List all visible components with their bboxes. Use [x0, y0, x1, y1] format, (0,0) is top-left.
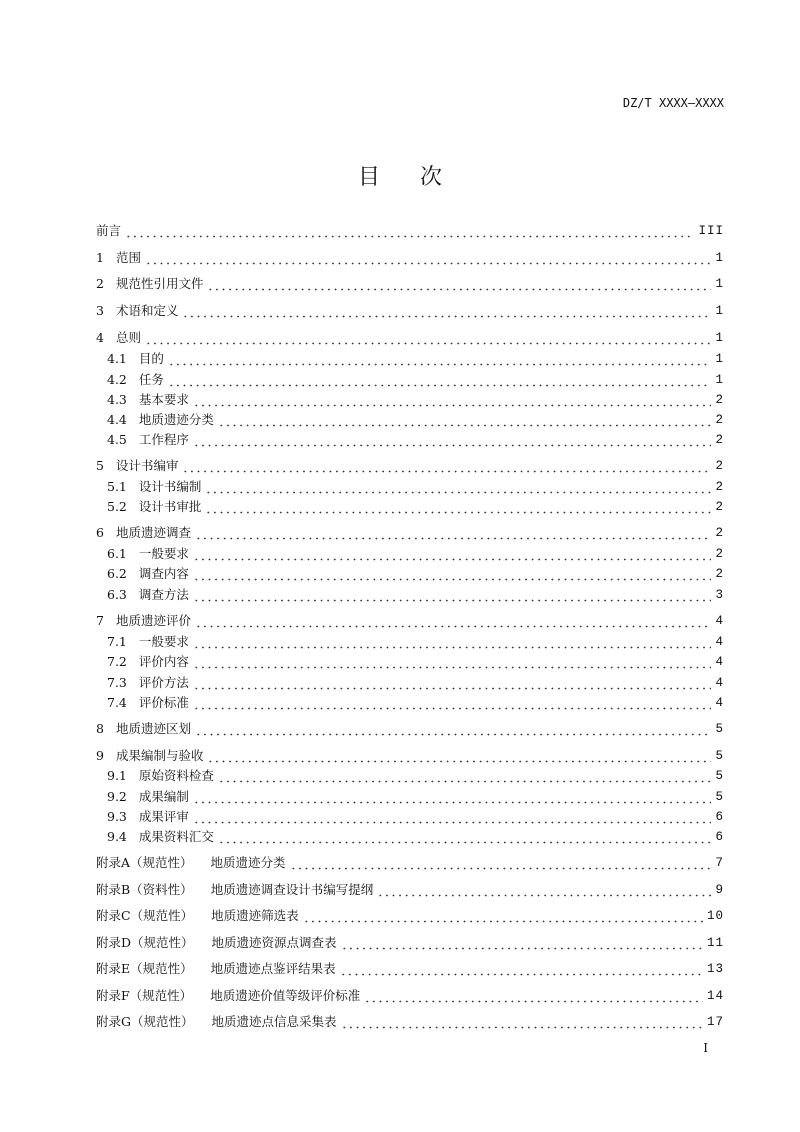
toc-entry-number: 4.1 — [107, 351, 127, 366]
toc-entry-label: 地质遗迹调查 — [115, 525, 191, 540]
toc-entry[interactable] — [96, 721, 724, 737]
toc-entry-number: 7.2 — [107, 654, 127, 669]
toc-entry[interactable] — [107, 499, 724, 515]
toc-entry-page: 2 — [715, 526, 724, 540]
toc-entry-label: 术语和定义 — [115, 303, 179, 318]
dot-leader — [145, 250, 712, 266]
toc-entry[interactable] — [107, 829, 724, 845]
toc-entry[interactable] — [107, 789, 724, 805]
toc-entry-number: 9.4 — [107, 829, 127, 844]
toc-entry-number: 2 — [96, 276, 104, 291]
dot-leader — [182, 303, 711, 319]
toc-entry[interactable] — [96, 303, 724, 319]
dot-leader — [193, 634, 712, 650]
dot-leader — [195, 721, 712, 737]
toc-entry-number: 5.2 — [107, 499, 127, 514]
toc-entry-page: 5 — [715, 722, 724, 736]
toc-entry-page: 5 — [715, 790, 724, 804]
toc-entry-number: 9.3 — [107, 809, 127, 824]
toc-entry-label: 评价标准 — [138, 695, 189, 710]
toc-entry-number: 1 — [96, 250, 104, 265]
dot-leader — [193, 546, 712, 562]
toc-entry-page: 4 — [715, 614, 724, 628]
dot-leader — [340, 961, 703, 977]
toc-entry-number: 6.1 — [107, 546, 127, 561]
dot-leader — [218, 412, 712, 428]
toc-entry-page: 11 — [706, 936, 724, 950]
dot-leader — [193, 789, 712, 805]
toc-entry[interactable] — [96, 988, 724, 1004]
toc-entry-label: 范围 — [115, 250, 141, 265]
toc-entry-number: 4.2 — [107, 372, 127, 387]
toc-entry-page: III — [698, 224, 724, 238]
toc-entry-page: 4 — [715, 676, 724, 690]
toc-entry-number: 9 — [96, 748, 104, 763]
toc-entry-number: 4.5 — [107, 432, 127, 447]
toc-entry-page: 4 — [715, 696, 724, 710]
toc-entry-number: 3 — [96, 303, 104, 318]
toc-entry[interactable] — [107, 809, 724, 825]
toc-entry[interactable] — [96, 613, 724, 629]
toc-entry[interactable] — [107, 479, 724, 495]
toc-entry[interactable] — [96, 276, 724, 292]
toc-entry-page: 1 — [715, 373, 724, 387]
toc-entry[interactable] — [96, 855, 724, 871]
toc-entry-number: 4.4 — [107, 412, 127, 427]
toc-entry-number: 4.3 — [107, 392, 127, 407]
dot-leader — [290, 855, 712, 871]
toc-entry-label: 地质遗迹评价 — [115, 613, 191, 628]
toc-entry-page: 4 — [715, 635, 724, 649]
toc-entry-number: 附录B（资料性） — [96, 882, 193, 897]
toc-entry-page: 6 — [715, 810, 724, 824]
toc-entry-number: 7 — [96, 613, 104, 628]
toc-entry[interactable] — [96, 458, 724, 474]
toc-entry-label: 调查内容 — [138, 566, 189, 581]
dot-leader — [218, 768, 712, 784]
dot-leader — [193, 654, 712, 670]
toc-entry-number: 附录A（规范性） — [96, 855, 193, 870]
toc-entry-page: 2 — [715, 567, 724, 581]
toc-entry-page: 1 — [715, 277, 724, 291]
dot-leader — [193, 566, 712, 582]
toc-entry-page: 2 — [715, 500, 724, 514]
toc-entry-label: 成果评审 — [138, 809, 189, 824]
dot-leader — [193, 392, 712, 408]
page-title: 目次 — [357, 165, 482, 190]
toc-entry[interactable] — [107, 412, 724, 428]
dot-leader — [205, 479, 711, 495]
toc-entry-page: 1 — [715, 304, 724, 318]
toc-entry-page: 2 — [715, 547, 724, 561]
toc-entry-label: 地质遗迹区划 — [115, 721, 191, 736]
toc-entry-label: 设计书审批 — [138, 499, 202, 514]
toc-entry-number: 8 — [96, 721, 104, 736]
toc-entry-label: 目的 — [138, 351, 164, 366]
toc-entry-label: 地质遗迹点鉴评结果表 — [210, 961, 336, 976]
toc-entry-number: 附录E（规范性） — [96, 961, 193, 976]
dot-leader — [341, 1014, 703, 1030]
dot-leader — [145, 330, 712, 346]
toc-entry-page: 5 — [715, 769, 724, 783]
toc-entry-number: 附录D（规范性） — [96, 935, 194, 950]
toc-entry-page: 1 — [715, 352, 724, 366]
dot-leader — [207, 748, 711, 764]
toc-entry-number: 7.3 — [107, 675, 127, 690]
dot-leader — [193, 432, 712, 448]
toc-entry-label: 地质遗迹点信息采集表 — [211, 1014, 337, 1029]
toc-entry-label: 地质遗迹分类 — [210, 855, 286, 870]
toc-entry[interactable] — [107, 587, 724, 603]
toc-entry[interactable] — [96, 935, 724, 951]
toc-entry-label: 评价内容 — [138, 654, 189, 669]
dot-leader — [218, 829, 712, 845]
dot-leader — [193, 695, 712, 711]
dot-leader — [341, 935, 703, 951]
toc-entry-number: 5 — [96, 458, 104, 473]
toc-entry-page: 2 — [715, 393, 724, 407]
toc-entry-label: 前言 — [96, 223, 122, 238]
toc-entry-page: 17 — [706, 1015, 724, 1029]
toc-entry-page: 1 — [715, 251, 724, 265]
toc-entry[interactable] — [96, 882, 724, 898]
standard-code: DZ/T XXXX—XXXX — [622, 96, 724, 110]
dot-leader — [207, 276, 711, 292]
toc-entry-number: 附录G（规范性） — [96, 1014, 194, 1029]
dot-leader — [195, 525, 712, 541]
toc-entry-label: 总则 — [115, 330, 141, 345]
toc-entry-label: 一般要求 — [138, 546, 189, 561]
toc-entry[interactable] — [96, 961, 724, 977]
toc-entry-page: 2 — [715, 413, 724, 427]
toc-entry-label: 地质遗迹资源点调查表 — [211, 935, 337, 950]
toc-entry-number: 附录F（规范性） — [96, 988, 193, 1003]
toc-entry[interactable] — [96, 908, 724, 924]
toc-entry[interactable] — [107, 432, 724, 448]
toc-entry[interactable] — [96, 250, 724, 266]
toc-entry-number: 7.1 — [107, 634, 127, 649]
toc-entry-number: 附录C（规范性） — [96, 908, 194, 923]
toc-entry-page: 9 — [715, 883, 724, 897]
toc-entry[interactable] — [96, 1014, 724, 1030]
toc-entry-page: 4 — [715, 655, 724, 669]
toc-entry-label: 成果资料汇交 — [138, 829, 214, 844]
toc-entry[interactable] — [107, 768, 724, 784]
toc-entry-label: 地质遗迹筛选表 — [211, 908, 299, 923]
dot-leader — [195, 613, 712, 629]
toc-entry-label: 基本要求 — [138, 392, 189, 407]
dot-leader — [125, 223, 694, 239]
dot-leader — [193, 809, 712, 825]
toc-entry[interactable] — [107, 566, 724, 582]
toc-entry-number: 6 — [96, 525, 104, 540]
toc-entry-page: 5 — [715, 749, 724, 763]
toc-entry-label: 工作程序 — [138, 432, 189, 447]
toc-entry-label: 地质遗迹调查设计书编写提纲 — [210, 882, 374, 897]
toc-entry-label: 成果编制与验收 — [115, 748, 204, 763]
toc-entry-page: 14 — [706, 989, 724, 1003]
toc-entry-label: 地质遗迹分类 — [138, 412, 214, 427]
toc-entry-label: 任务 — [138, 372, 164, 387]
toc-entry-label: 评价方法 — [138, 675, 189, 690]
dot-leader — [377, 882, 711, 898]
toc-entry-label: 规范性引用文件 — [115, 276, 204, 291]
toc-entry-number: 5.1 — [107, 479, 127, 494]
toc-entry-label: 成果编制 — [138, 789, 189, 804]
toc-entry[interactable] — [96, 330, 724, 346]
toc-entry-page: 2 — [715, 480, 724, 494]
toc-entry-number: 6.2 — [107, 566, 127, 581]
toc-entry-label: 原始资料检查 — [138, 768, 214, 783]
toc-entry-label: 地质遗迹价值等级评价标准 — [210, 988, 361, 1003]
dot-leader — [182, 458, 711, 474]
toc-entry-page: 3 — [715, 588, 724, 602]
toc-entry[interactable] — [107, 392, 724, 408]
toc-entry[interactable] — [96, 525, 724, 541]
toc-entry-label: 设计书编审 — [115, 458, 179, 473]
toc-entry-label: 调查方法 — [138, 587, 189, 602]
toc-entry-page: 10 — [706, 909, 724, 923]
toc-entry-number: 9.2 — [107, 789, 127, 804]
toc-entry-page: 2 — [715, 433, 724, 447]
toc-entry-page: 7 — [715, 856, 724, 870]
dot-leader — [168, 372, 712, 388]
toc-entry[interactable] — [107, 351, 724, 367]
dot-leader — [168, 351, 712, 367]
dot-leader — [205, 499, 711, 515]
toc-entry-label: 设计书编制 — [138, 479, 202, 494]
dot-leader — [364, 988, 703, 1004]
toc-entry-page: 13 — [706, 962, 724, 976]
toc-entry-page: 1 — [715, 331, 724, 345]
page-number: I — [703, 1041, 708, 1055]
dot-leader — [303, 908, 703, 924]
dot-leader — [193, 675, 712, 691]
toc-entry-page: 6 — [715, 830, 724, 844]
toc-entry-number: 4 — [96, 330, 104, 345]
dot-leader — [193, 587, 712, 603]
toc-entry[interactable] — [107, 634, 724, 650]
toc-entry[interactable] — [96, 223, 724, 239]
toc-entry-label: 一般要求 — [138, 634, 189, 649]
toc-entry[interactable] — [107, 654, 724, 670]
toc-entry[interactable] — [107, 372, 724, 388]
toc-entry-page: 2 — [715, 459, 724, 473]
toc-entry[interactable] — [107, 695, 724, 711]
toc-entry-number: 9.1 — [107, 768, 127, 783]
toc-entry-number: 6.3 — [107, 587, 127, 602]
toc-entry[interactable] — [107, 675, 724, 691]
toc-entry-number: 7.4 — [107, 695, 127, 710]
toc-entry[interactable] — [96, 748, 724, 764]
toc-entry[interactable] — [107, 546, 724, 562]
